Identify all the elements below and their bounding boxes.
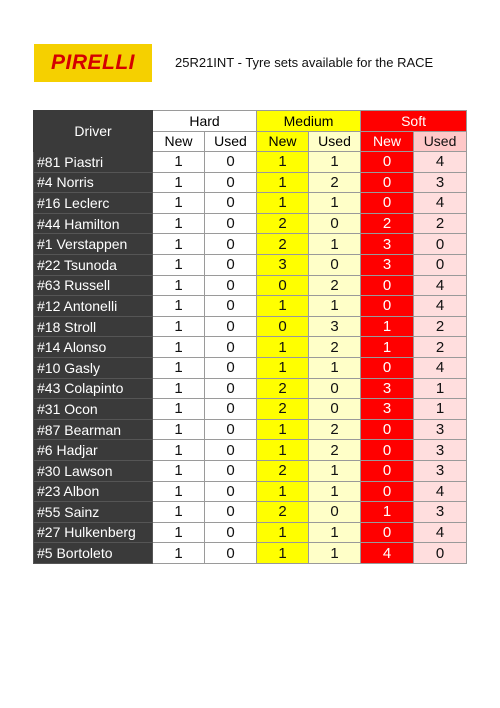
soft-used-cell: 3	[414, 460, 467, 481]
soft-new-cell: 1	[361, 316, 414, 337]
soft-new-header: New	[361, 131, 414, 152]
soft-new-cell: 0	[361, 419, 414, 440]
medium-used-cell: 0	[309, 502, 361, 523]
medium-new-cell: 1	[257, 172, 309, 193]
soft-used-cell: 2	[414, 316, 467, 337]
table-row	[34, 193, 467, 214]
medium-new-cell: 2	[257, 213, 309, 234]
hard-new-cell: 1	[153, 234, 205, 255]
hard-used-cell: 0	[205, 275, 257, 296]
hard-used-cell: 0	[205, 152, 257, 173]
medium-used-cell: 0	[309, 254, 361, 275]
hard-new-cell: 1	[153, 213, 205, 234]
hard-new-cell: 1	[153, 152, 205, 173]
table-row	[34, 522, 467, 543]
hard-used-cell: 0	[205, 357, 257, 378]
soft-new-cell: 0	[361, 357, 414, 378]
hard-used-cell: 0	[205, 172, 257, 193]
medium-new-cell: 2	[257, 502, 309, 523]
hard-used-cell: 0	[205, 296, 257, 317]
table-row	[34, 337, 467, 358]
pirelli-logo	[34, 44, 152, 82]
medium-new-cell: 1	[257, 337, 309, 358]
driver-name: #14 Alonso	[34, 337, 153, 358]
hard-used-cell: 0	[205, 419, 257, 440]
table-row	[34, 316, 467, 337]
table-row	[34, 172, 467, 193]
hard-used-cell: 0	[205, 213, 257, 234]
driver-name: #5 Bortoleto	[34, 543, 153, 564]
soft-used-cell: 4	[414, 522, 467, 543]
soft-used-cell: 3	[414, 440, 467, 461]
driver-name: #1 Verstappen	[34, 234, 153, 255]
hard-new-cell: 1	[153, 193, 205, 214]
table-row	[34, 357, 467, 378]
driver-name: #12 Antonelli	[34, 296, 153, 317]
driver-name: #31 Ocon	[34, 399, 153, 420]
table-row	[34, 440, 467, 461]
hard-new-cell: 1	[153, 543, 205, 564]
medium-used-cell: 0	[309, 399, 361, 420]
hard-used-header: Used	[205, 131, 257, 152]
medium-new-header: New	[257, 131, 309, 152]
soft-used-cell: 0	[414, 543, 467, 564]
medium-new-cell: 1	[257, 152, 309, 173]
soft-new-cell: 1	[361, 502, 414, 523]
soft-used-cell: 4	[414, 275, 467, 296]
medium-used-cell: 0	[309, 378, 361, 399]
medium-group-header: Medium	[257, 111, 361, 132]
medium-new-cell: 1	[257, 522, 309, 543]
medium-new-cell: 2	[257, 234, 309, 255]
soft-new-cell: 0	[361, 481, 414, 502]
soft-new-cell: 3	[361, 234, 414, 255]
table-row	[34, 378, 467, 399]
soft-used-header: Used	[414, 131, 467, 152]
medium-used-cell: 1	[309, 193, 361, 214]
hard-group-header: Hard	[153, 111, 257, 132]
hard-used-cell: 0	[205, 399, 257, 420]
soft-new-cell: 3	[361, 378, 414, 399]
driver-name: #87 Bearman	[34, 419, 153, 440]
driver-name: #55 Sainz	[34, 502, 153, 523]
soft-new-cell: 0	[361, 296, 414, 317]
hard-new-cell: 1	[153, 357, 205, 378]
medium-new-cell: 2	[257, 378, 309, 399]
medium-used-cell: 1	[309, 481, 361, 502]
table-row	[34, 502, 467, 523]
hard-used-cell: 0	[205, 193, 257, 214]
medium-new-cell: 1	[257, 419, 309, 440]
driver-name: #44 Hamilton	[34, 213, 153, 234]
driver-column-header: Driver	[34, 111, 153, 152]
hard-new-cell: 1	[153, 419, 205, 440]
medium-used-cell: 1	[309, 460, 361, 481]
table-row	[34, 460, 467, 481]
driver-name: #43 Colapinto	[34, 378, 153, 399]
medium-new-cell: 0	[257, 275, 309, 296]
hard-new-cell: 1	[153, 316, 205, 337]
medium-new-cell: 3	[257, 254, 309, 275]
medium-new-cell: 2	[257, 399, 309, 420]
hard-used-cell: 0	[205, 316, 257, 337]
medium-used-cell: 1	[309, 296, 361, 317]
medium-used-cell: 3	[309, 316, 361, 337]
driver-name: #4 Norris	[34, 172, 153, 193]
medium-used-cell: 1	[309, 152, 361, 173]
hard-used-cell: 0	[205, 234, 257, 255]
medium-new-cell: 0	[257, 316, 309, 337]
driver-name: #10 Gasly	[34, 357, 153, 378]
soft-new-cell: 0	[361, 172, 414, 193]
medium-used-header: Used	[309, 131, 361, 152]
soft-used-cell: 4	[414, 481, 467, 502]
hard-new-cell: 1	[153, 460, 205, 481]
medium-new-cell: 1	[257, 296, 309, 317]
medium-used-cell: 2	[309, 337, 361, 358]
soft-used-cell: 0	[414, 254, 467, 275]
soft-used-cell: 3	[414, 172, 467, 193]
soft-used-cell: 4	[414, 357, 467, 378]
hard-new-cell: 1	[153, 296, 205, 317]
medium-used-cell: 2	[309, 172, 361, 193]
soft-used-cell: 1	[414, 399, 467, 420]
hard-new-cell: 1	[153, 502, 205, 523]
driver-name: #30 Lawson	[34, 460, 153, 481]
driver-name: #16 Leclerc	[34, 193, 153, 214]
soft-used-cell: 4	[414, 193, 467, 214]
medium-new-cell: 1	[257, 440, 309, 461]
hard-used-cell: 0	[205, 378, 257, 399]
hard-new-cell: 1	[153, 172, 205, 193]
medium-used-cell: 2	[309, 440, 361, 461]
soft-used-cell: 3	[414, 419, 467, 440]
table-row	[34, 296, 467, 317]
medium-used-cell: 1	[309, 522, 361, 543]
medium-used-cell: 1	[309, 357, 361, 378]
logo-text: PIRELLI	[50, 51, 135, 74]
table-row	[34, 213, 467, 234]
hard-used-cell: 0	[205, 337, 257, 358]
hard-used-cell: 0	[205, 502, 257, 523]
hard-new-header: New	[153, 131, 205, 152]
table-row	[34, 399, 467, 420]
medium-new-cell: 2	[257, 460, 309, 481]
soft-used-cell: 3	[414, 502, 467, 523]
driver-name: #27 Hulkenberg	[34, 522, 153, 543]
hard-used-cell: 0	[205, 543, 257, 564]
soft-used-cell: 4	[414, 296, 467, 317]
medium-new-cell: 1	[257, 193, 309, 214]
hard-used-cell: 0	[205, 440, 257, 461]
hard-new-cell: 1	[153, 481, 205, 502]
table-row	[34, 419, 467, 440]
soft-group-header: Soft	[361, 111, 467, 132]
hard-new-cell: 1	[153, 254, 205, 275]
tyre-sets-table	[33, 110, 467, 564]
hard-used-cell: 0	[205, 460, 257, 481]
driver-name: #6 Hadjar	[34, 440, 153, 461]
soft-used-cell: 2	[414, 337, 467, 358]
medium-new-cell: 1	[257, 357, 309, 378]
medium-used-cell: 1	[309, 234, 361, 255]
hard-new-cell: 1	[153, 399, 205, 420]
medium-new-cell: 1	[257, 481, 309, 502]
table-row	[34, 543, 467, 564]
table-row	[34, 152, 467, 173]
page-title: 25R21INT - Tyre sets available for the RACE	[175, 55, 434, 70]
driver-name: #23 Albon	[34, 481, 153, 502]
soft-new-cell: 3	[361, 254, 414, 275]
table-row	[34, 481, 467, 502]
medium-used-cell: 2	[309, 275, 361, 296]
soft-used-cell: 2	[414, 213, 467, 234]
soft-new-cell: 1	[361, 337, 414, 358]
hard-new-cell: 1	[153, 275, 205, 296]
driver-name: #63 Russell	[34, 275, 153, 296]
driver-name: #22 Tsunoda	[34, 254, 153, 275]
soft-new-cell: 0	[361, 440, 414, 461]
soft-new-cell: 3	[361, 399, 414, 420]
soft-new-cell: 2	[361, 213, 414, 234]
hard-used-cell: 0	[205, 254, 257, 275]
soft-new-cell: 0	[361, 193, 414, 214]
table-row	[34, 254, 467, 275]
soft-new-cell: 0	[361, 152, 414, 173]
medium-used-cell: 0	[309, 213, 361, 234]
hard-new-cell: 1	[153, 378, 205, 399]
soft-new-cell: 4	[361, 543, 414, 564]
hard-used-cell: 0	[205, 481, 257, 502]
medium-new-cell: 1	[257, 543, 309, 564]
table-row	[34, 234, 467, 255]
medium-used-cell: 2	[309, 419, 361, 440]
soft-new-cell: 0	[361, 460, 414, 481]
hard-new-cell: 1	[153, 337, 205, 358]
soft-new-cell: 0	[361, 275, 414, 296]
soft-used-cell: 1	[414, 378, 467, 399]
driver-name: #18 Stroll	[34, 316, 153, 337]
medium-used-cell: 1	[309, 543, 361, 564]
hard-used-cell: 0	[205, 522, 257, 543]
hard-new-cell: 1	[153, 440, 205, 461]
driver-name: #81 Piastri	[34, 152, 153, 173]
hard-new-cell: 1	[153, 522, 205, 543]
table-row	[34, 275, 467, 296]
soft-used-cell: 0	[414, 234, 467, 255]
soft-used-cell: 4	[414, 152, 467, 173]
soft-new-cell: 0	[361, 522, 414, 543]
